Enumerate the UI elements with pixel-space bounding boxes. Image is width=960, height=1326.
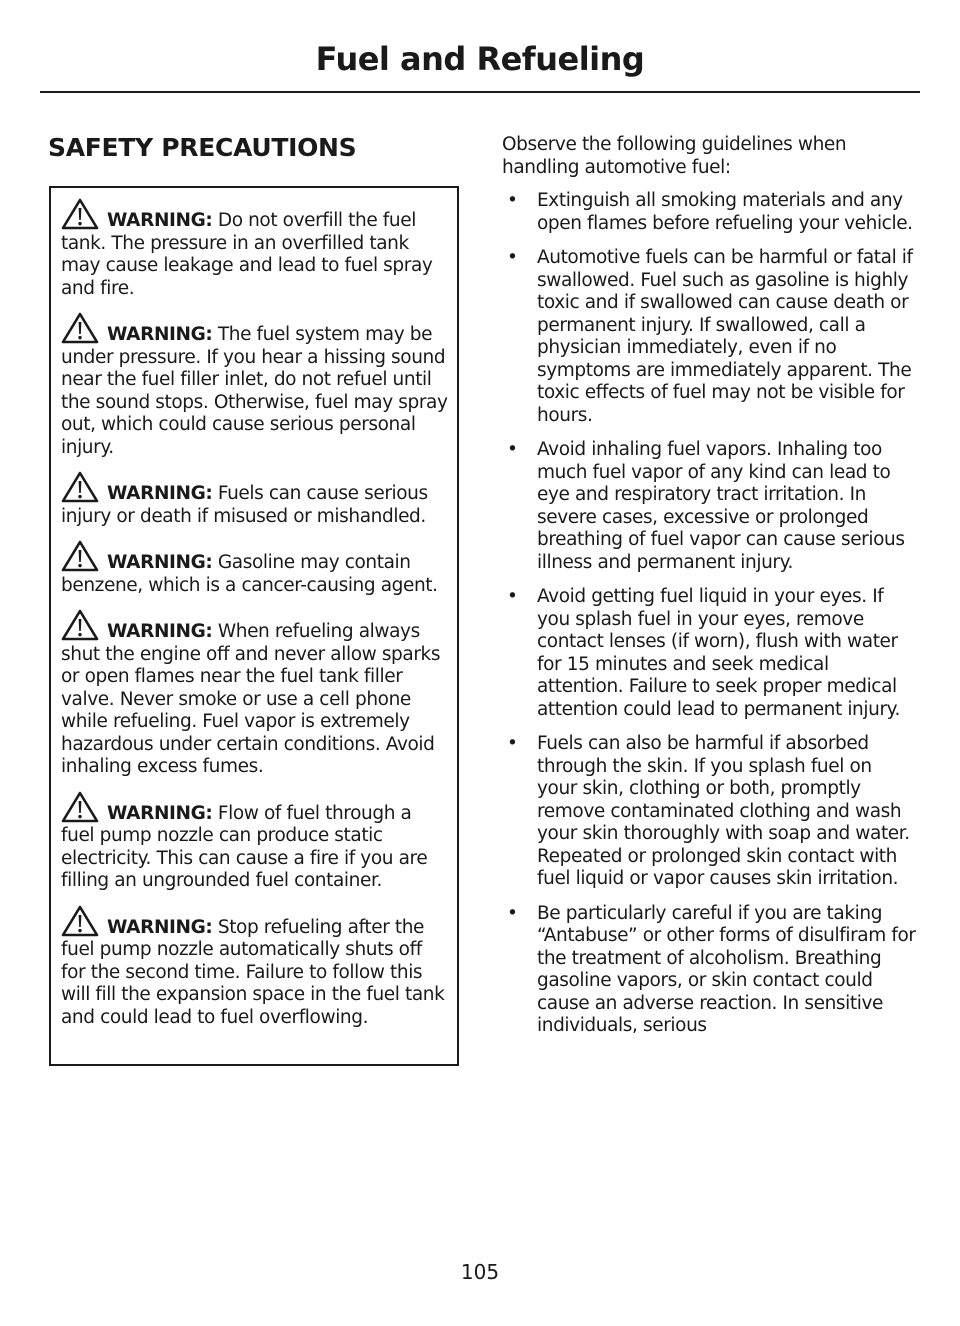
- bullet-icon: •: [507, 439, 518, 460]
- list-item: [502, 733, 916, 891]
- warning-item: [61, 609, 449, 779]
- bullet-icon: •: [507, 247, 518, 268]
- bullet-icon: •: [507, 902, 518, 924]
- list-item-text: Automotive fuels can be harmful or fatal if swallowed. Fuel such as gasoline is highly toxic and if swallowed can cause death or permanent injury. If swallowed, call a physician immediately, even if no symptoms are immediately apparent. The toxic effects of fuel may not be visible for hours.: [537, 247, 913, 426]
- list-item: [502, 903, 916, 1038]
- warning-box: [49, 186, 459, 1066]
- warning-label: WARNING:: [107, 621, 213, 642]
- list-item-text: Avoid getting fuel liquid in your eyes. If you splash fuel in your eyes, remove contact lenses (if worn), flush with water for 15 minutes and seek medical attention. Failure to seek proper medical attention could lead to permanent injury.: [537, 586, 901, 720]
- page-number: 105: [460, 1260, 500, 1284]
- warning-item: [61, 905, 449, 1030]
- list-item-text: Extinguish all smoking materials and any open flames before refueling your vehicle.: [537, 190, 913, 234]
- warning-label: WARNING:: [107, 324, 213, 345]
- warning-text: Flow of fuel through a fuel pump nozzle can produce static electricity. This can cause a fire if you are filling an ungrounded fuel container.: [61, 802, 428, 891]
- warning-item: [61, 540, 449, 597]
- warning-triangle-icon: [61, 791, 99, 823]
- warning-label: WARNING:: [107, 483, 213, 504]
- title-divider: [40, 91, 920, 93]
- warning-text: Do not overfill the fuel tank. The pressure in an overfilled tank may cause leakage and lead to fuel spray and fire.: [61, 210, 433, 299]
- warning-triangle-icon: [61, 540, 99, 572]
- warning-triangle-icon: [61, 312, 99, 344]
- warning-item: [61, 471, 449, 528]
- warning-text: Fuels can cause serious injury or death if misused or mishandled.: [61, 483, 428, 527]
- list-item-text: Fuels can also be harmful if absorbed through the skin. If you splash fuel on your skin, clothing or both, promptly remove contaminated clothing and wash your skin thoroughly with soap and water. Repeated or prolonged skin contact with fuel liquid or vapor causes skin irritation.: [537, 733, 910, 889]
- warning-triangle-icon: [61, 471, 99, 503]
- warning-item: [61, 198, 449, 300]
- warning-label: WARNING:: [107, 802, 213, 824]
- warning-triangle-icon: [61, 198, 99, 230]
- warning-text: When refueling always shut the engine off and never allow sparks or open flames near the fuel tank filler valve. Never smoke or use a cell phone while refueling. Fuel vapor is extremely hazardous under certain conditions. Avoid inhaling excess fumes.: [61, 621, 441, 777]
- list-item: [502, 190, 916, 235]
- bullet-icon: •: [507, 586, 518, 607]
- list-item-text: Be particularly careful if you are taking “Antabuse” or other forms of disulfiram for the treatment of alcoholism. Breathing gasoline vapors, or skin contact could cause an adverse reaction. In sensitive individuals, serious: [537, 902, 916, 1036]
- guidelines-list: [502, 190, 916, 1038]
- list-item: [502, 247, 916, 427]
- guidelines-intro: Observe the following guidelines when handling automotive fuel:: [502, 134, 847, 178]
- warning-label: WARNING:: [107, 916, 213, 938]
- warning-triangle-icon: [61, 905, 99, 937]
- warning-item: [61, 791, 449, 893]
- section-heading: SAFETY PRECAUTIONS: [48, 133, 357, 162]
- bullet-icon: •: [507, 733, 518, 754]
- guidelines-column: [502, 134, 916, 1050]
- list-item: [502, 586, 916, 721]
- list-item-text: Avoid inhaling fuel vapors. Inhaling too much fuel vapor of any kind can lead to eye and respiratory tract irritation. In severe cases, excessive or prolonged breathing of fuel vapor can cause serious illness and permanent injury.: [537, 439, 905, 573]
- warning-label: WARNING:: [107, 552, 213, 573]
- warning-triangle-icon: [61, 609, 99, 641]
- warning-text: Gasoline may contain benzene, which is a cancer-causing agent.: [61, 552, 438, 596]
- warning-text: The fuel system may be under pressure. If you hear a hissing sound near the fuel filler inlet, do not refuel until the sound stops. Otherwise, fuel may spray out, which could cause serious personal injury.: [61, 324, 448, 458]
- bullet-icon: •: [507, 190, 518, 211]
- list-item: [502, 439, 916, 574]
- warning-label: WARNING:: [107, 210, 213, 231]
- warning-text: Stop refueling after the fuel pump nozzle automatically shuts off for the second time. Failure to follow this will fill the expansion space in the fuel tank and could lead to fuel overflowing.: [61, 916, 445, 1028]
- page-title: Fuel and Refueling: [315, 40, 645, 78]
- warning-item: [61, 312, 449, 459]
